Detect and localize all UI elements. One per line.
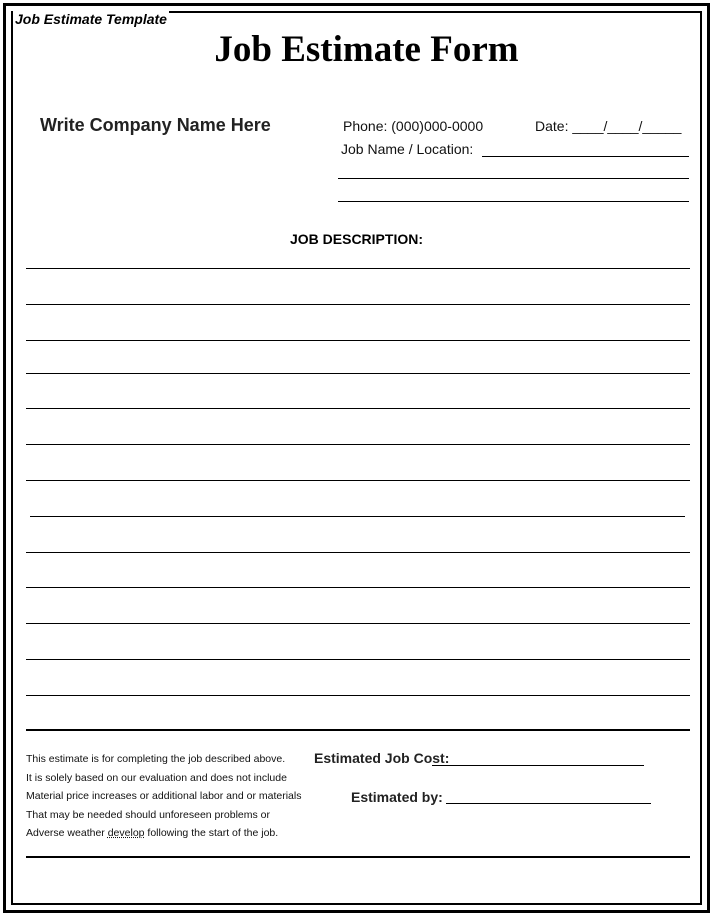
description-line[interactable] [26,340,690,341]
job-name-location-field[interactable] [482,156,689,157]
template-label: Job Estimate Template [15,11,167,27]
estimated-by-label: Estimated by: _ [351,789,455,805]
footer-bottom-divider [26,856,690,858]
description-line[interactable] [26,623,690,624]
job-name-location-label: Job Name / Location: [341,141,474,157]
disclaimer-line: That may be needed should unforeseen problems or [26,808,270,821]
description-line[interactable] [26,587,690,588]
job-description-heading: JOB DESCRIPTION: [289,231,423,247]
description-line[interactable] [26,444,690,445]
description-line[interactable] [26,408,690,409]
estimated-job-cost-label: Estimated Job Cost: [314,750,450,766]
description-line[interactable] [26,268,690,269]
estimated-job-cost-field[interactable] [432,765,644,766]
description-line[interactable] [26,659,690,660]
disclaimer-line: Material price increases or additional labor and or materials [26,790,302,802]
disclaimer-text-segment: Adverse weather [26,827,108,839]
phone-label: Phone: (000)000-0000 [343,118,484,134]
form-title: Job Estimate Form [214,29,519,70]
disclaimer-line: This estimate is for completing the job described above. [26,753,286,765]
description-line[interactable] [26,304,690,305]
disclaimer-text [26,750,301,843]
disclaimer-line: It is solely based on our evaluation and does not include [26,771,287,784]
description-line[interactable] [26,480,690,481]
description-line[interactable] [26,373,690,374]
disclaimer-line [26,824,301,843]
description-bottom-divider [26,729,690,731]
disclaimer-underlined-word: develop [107,827,145,839]
description-line[interactable] [26,552,690,553]
estimated-by-field[interactable] [446,803,651,804]
company-name-placeholder[interactable]: Write Company Name Here [40,115,271,135]
date-label[interactable]: Date: ____/____/_____ [535,118,682,134]
location-field-line-2[interactable] [338,178,689,179]
description-line[interactable] [26,695,690,696]
description-line[interactable] [30,516,685,517]
location-field-line-3[interactable] [338,201,689,202]
disclaimer-text-segment: following the start of the job. [144,827,279,839]
